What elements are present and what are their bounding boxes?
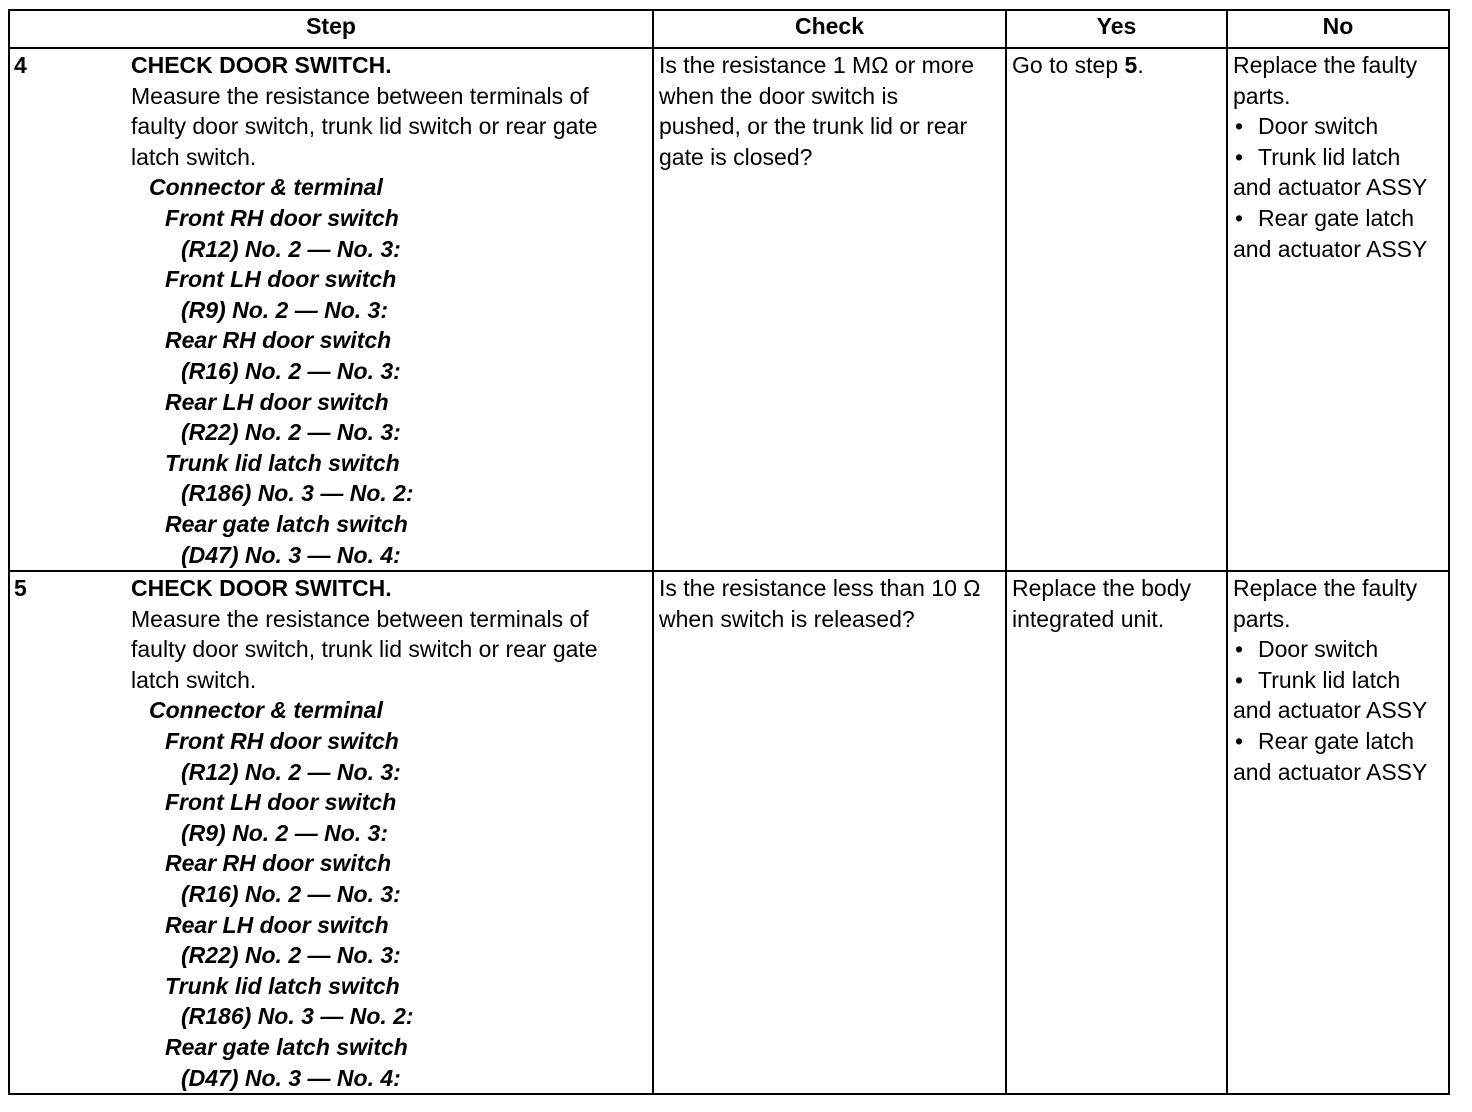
step-number: 5 — [9, 571, 127, 1094]
switch-terminal: (R16) No. 2 — No. 3: — [181, 357, 401, 384]
bullet-icon: • — [1235, 636, 1244, 663]
switch-name: Front LH door switch — [165, 789, 397, 816]
switch-name: Rear gate latch switch — [165, 510, 408, 537]
switch-name: Rear RH door switch — [165, 327, 392, 354]
bullet-icon: • — [1235, 204, 1244, 231]
connector-label: Connector & terminal — [149, 174, 383, 201]
switch-name: Front LH door switch — [165, 266, 397, 293]
switch-name: Rear LH door switch — [165, 388, 389, 415]
table-row — [9, 48, 1449, 571]
yes-text — [1012, 50, 1221, 81]
step-description: latch switch. — [131, 666, 257, 693]
list-item — [1233, 203, 1443, 234]
connector-label: Connector & terminal — [149, 697, 383, 724]
list-item — [1233, 111, 1443, 142]
switch-terminal: (R9) No. 2 — No. 3: — [181, 819, 389, 846]
step-description: latch switch. — [131, 143, 257, 170]
check-text: pushed, or the trunk lid or rear — [659, 113, 968, 140]
header-step: Step — [9, 10, 653, 48]
list-item-text: Rear gate latch — [1258, 728, 1414, 755]
switch-name: Rear RH door switch — [165, 850, 392, 877]
no-text: parts. — [1233, 605, 1291, 632]
list-item-text: Rear gate latch — [1258, 204, 1414, 231]
check-text: Is the resistance less than 10 Ω — [659, 575, 981, 602]
list-item-continuation: and actuator ASSY — [1233, 758, 1428, 785]
switch-terminal: (R12) No. 2 — No. 3: — [181, 235, 401, 262]
step-number: 4 — [9, 48, 127, 571]
yes-step-link: 5 — [1124, 52, 1138, 78]
step-title: CHECK DOOR SWITCH. — [131, 52, 392, 78]
switch-terminal: (R186) No. 3 — No. 2: — [181, 1003, 414, 1030]
check-cell — [653, 48, 1006, 571]
switch-name: Rear gate latch switch — [165, 1034, 408, 1060]
bullet-icon: • — [1235, 143, 1244, 170]
list-item-continuation: and actuator ASSY — [1233, 235, 1428, 262]
step-description: faulty door switch, trunk lid switch or rear gate — [131, 636, 598, 663]
table-row — [9, 571, 1449, 1094]
list-item-continuation: and actuator ASSY — [1233, 697, 1428, 724]
switch-terminal: (R22) No. 2 — No. 3: — [181, 419, 401, 446]
header-check: Check — [653, 10, 1006, 48]
check-text: Is the resistance 1 MΩ or more — [659, 52, 975, 78]
list-item-text: Door switch — [1258, 636, 1379, 663]
no-text: Replace the faulty — [1233, 575, 1418, 602]
switch-name: Front RH door switch — [165, 728, 399, 755]
header-yes: Yes — [1006, 10, 1227, 48]
list-item-text: Trunk lid latch — [1258, 143, 1401, 170]
no-cell — [1227, 571, 1449, 1094]
list-item — [1233, 665, 1443, 696]
list-item — [1233, 634, 1443, 665]
check-text: when the door switch is — [659, 82, 899, 109]
yes-suffix: . — [1137, 52, 1144, 78]
bullet-icon: • — [1235, 728, 1244, 755]
switch-terminal: (D47) No. 3 — No. 4: — [181, 1064, 401, 1091]
no-cell — [1227, 48, 1449, 571]
check-text: when switch is released? — [659, 605, 915, 632]
step-description: Measure the resistance between terminals of — [131, 605, 589, 632]
switch-terminal: (R22) No. 2 — No. 3: — [181, 942, 401, 969]
header-no: No — [1227, 10, 1449, 48]
no-text: parts. — [1233, 82, 1291, 109]
switch-terminal: (R16) No. 2 — No. 3: — [181, 881, 401, 908]
list-item — [1233, 142, 1443, 173]
bullet-icon: • — [1235, 113, 1244, 140]
list-item-continuation: and actuator ASSY — [1233, 174, 1428, 201]
step-description: Measure the resistance between terminals of — [131, 82, 589, 109]
diagnostic-table — [8, 9, 1450, 1095]
check-cell — [653, 571, 1006, 1094]
yes-cell — [1006, 571, 1227, 1094]
yes-prefix: Go to step — [1012, 52, 1125, 78]
yes-cell — [1006, 48, 1227, 571]
switch-terminal: (R12) No. 2 — No. 3: — [181, 758, 401, 785]
step-title: CHECK DOOR SWITCH. — [131, 575, 392, 602]
switch-name: Trunk lid latch switch — [165, 449, 400, 476]
switch-terminal: (R9) No. 2 — No. 3: — [181, 296, 389, 323]
step-procedure — [127, 571, 653, 1094]
bullet-icon: • — [1235, 666, 1244, 693]
list-item — [1233, 726, 1443, 757]
list-item-text: Door switch — [1258, 113, 1379, 140]
switch-name: Rear LH door switch — [165, 911, 389, 938]
switch-terminal: (D47) No. 3 — No. 4: — [181, 541, 401, 568]
step-procedure — [127, 48, 653, 571]
switch-terminal: (R186) No. 3 — No. 2: — [181, 480, 414, 507]
yes-text: integrated unit. — [1012, 605, 1165, 632]
check-text: gate is closed? — [659, 143, 813, 170]
list-item-text: Trunk lid latch — [1258, 666, 1401, 693]
step-description: faulty door switch, trunk lid switch or rear gate — [131, 113, 598, 140]
switch-name: Front RH door switch — [165, 204, 399, 231]
yes-text: Replace the body — [1012, 575, 1192, 602]
table-header-row — [9, 10, 1449, 48]
switch-name: Trunk lid latch switch — [165, 972, 400, 999]
no-text: Replace the faulty — [1233, 52, 1418, 78]
